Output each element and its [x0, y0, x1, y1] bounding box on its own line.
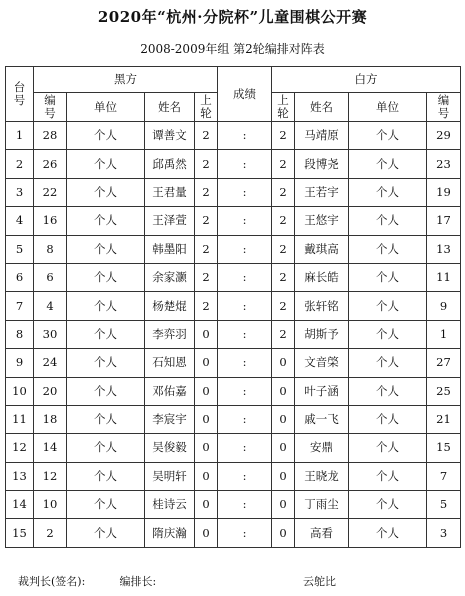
- black-unit: 个人: [67, 405, 145, 433]
- board-number: 5: [6, 235, 34, 263]
- board-number: 15: [6, 519, 34, 547]
- black-number: 8: [34, 235, 67, 263]
- result-cell: :: [218, 491, 272, 519]
- result-cell: :: [218, 349, 272, 377]
- black-name: 隋庆瀚: [145, 519, 195, 547]
- white-number: 29: [427, 122, 461, 150]
- white-number: 27: [427, 349, 461, 377]
- board-number: 2: [6, 150, 34, 178]
- black-name: 王君量: [145, 178, 195, 206]
- white-unit: 个人: [349, 235, 427, 263]
- black-number: 14: [34, 434, 67, 462]
- black-unit: 个人: [67, 462, 145, 490]
- white-name-header: 姓名: [295, 93, 349, 122]
- page-subtitle: 2008-2009年组 第2轮编排对阵表: [140, 42, 325, 56]
- white-number: 19: [427, 178, 461, 206]
- white-name: 丁雨尘: [295, 491, 349, 519]
- white-prev-score: 0: [272, 519, 295, 547]
- white-name: 张轩铭: [295, 292, 349, 320]
- black-unit: 个人: [67, 263, 145, 291]
- table-row: [6, 292, 461, 320]
- black-number: 26: [34, 150, 67, 178]
- white-prev-score: 2: [272, 320, 295, 348]
- black-unit: 个人: [67, 491, 145, 519]
- black-unit: 个人: [67, 434, 145, 462]
- board-number: 7: [6, 292, 34, 320]
- white-prev-score: 0: [272, 405, 295, 433]
- table-row: [6, 462, 461, 490]
- white-name: 高看: [295, 519, 349, 547]
- black-prev-score: 0: [195, 349, 218, 377]
- white-prev-score: 2: [272, 150, 295, 178]
- black-name: 邱禹然: [145, 150, 195, 178]
- white-unit: 个人: [349, 491, 427, 519]
- black-unit: 个人: [67, 519, 145, 547]
- white-prev-score: 2: [272, 122, 295, 150]
- black-name: 桂诗云: [145, 491, 195, 519]
- black-name: 邓佑嘉: [145, 377, 195, 405]
- black-prev-score: 2: [195, 263, 218, 291]
- white-unit: 个人: [349, 434, 427, 462]
- white-name: 安鼎: [295, 434, 349, 462]
- result-cell: :: [218, 405, 272, 433]
- board-header: 台 号: [6, 67, 34, 122]
- black-unit: 个人: [67, 122, 145, 150]
- black-number: 4: [34, 292, 67, 320]
- table-row: [6, 519, 461, 547]
- black-unit: 个人: [67, 235, 145, 263]
- black-number: 20: [34, 377, 67, 405]
- result-cell: :: [218, 377, 272, 405]
- white-prev-score: 0: [272, 377, 295, 405]
- white-number: 1: [427, 320, 461, 348]
- white-name: 麻长皓: [295, 263, 349, 291]
- black-unit: 个人: [67, 178, 145, 206]
- black-unit: 个人: [67, 207, 145, 235]
- black-name-header: 姓名: [145, 93, 195, 122]
- result-cell: :: [218, 292, 272, 320]
- black-number-header: 编 号: [34, 93, 67, 122]
- black-prev-score: 0: [195, 320, 218, 348]
- black-name: 杨楚焜: [145, 292, 195, 320]
- result-cell: :: [218, 235, 272, 263]
- white-number-header: 编 号: [427, 93, 461, 122]
- table-row: [6, 491, 461, 519]
- white-name: 文音棨: [295, 349, 349, 377]
- black-prev-score: 0: [195, 462, 218, 490]
- table-row: [6, 377, 461, 405]
- black-prev-score: 0: [195, 405, 218, 433]
- board-number: 10: [6, 377, 34, 405]
- black-number: 22: [34, 178, 67, 206]
- black-unit: 个人: [67, 320, 145, 348]
- result-cell: :: [218, 462, 272, 490]
- white-name: 马靖原: [295, 122, 349, 150]
- white-name: 胡斯予: [295, 320, 349, 348]
- white-prev-score: 2: [272, 207, 295, 235]
- black-name: 谭善文: [145, 122, 195, 150]
- white-name: 段博尧: [295, 150, 349, 178]
- table-row: [6, 320, 461, 348]
- result-cell: :: [218, 207, 272, 235]
- black-number: 16: [34, 207, 67, 235]
- white-prev-score: 0: [272, 491, 295, 519]
- arranger-label: 编排长:: [119, 575, 157, 588]
- white-unit: 个人: [349, 150, 427, 178]
- board-number: 12: [6, 434, 34, 462]
- black-prev-score: 2: [195, 122, 218, 150]
- white-number: 15: [427, 434, 461, 462]
- board-number: 6: [6, 263, 34, 291]
- white-number: 13: [427, 235, 461, 263]
- white-prev-score: 2: [272, 263, 295, 291]
- white-prev-score: 2: [272, 292, 295, 320]
- black-number: 30: [34, 320, 67, 348]
- white-name: 叶子涵: [295, 377, 349, 405]
- table-row: [6, 235, 461, 263]
- white-number: 23: [427, 150, 461, 178]
- black-number: 6: [34, 263, 67, 291]
- black-name: 韩墨阳: [145, 235, 195, 263]
- black-prev-score: 0: [195, 377, 218, 405]
- result-cell: :: [218, 122, 272, 150]
- white-number: 9: [427, 292, 461, 320]
- board-number: 4: [6, 207, 34, 235]
- table-row: [6, 207, 461, 235]
- table-row: [6, 349, 461, 377]
- white-name: 王悠宇: [295, 207, 349, 235]
- result-cell: :: [218, 320, 272, 348]
- white-unit: 个人: [349, 263, 427, 291]
- page-title: 2020年“杭州·分院杯”儿童围棋公开赛: [97, 8, 368, 26]
- black-number: 24: [34, 349, 67, 377]
- footer: [18, 573, 336, 589]
- table-row: [6, 434, 461, 462]
- black-name: 吴俊毅: [145, 434, 195, 462]
- result-header: 成绩: [218, 67, 272, 122]
- black-unit: 个人: [67, 349, 145, 377]
- black-number: 28: [34, 122, 67, 150]
- table-row: [6, 178, 461, 206]
- white-prev-score: 0: [272, 434, 295, 462]
- white-number: 5: [427, 491, 461, 519]
- signature: 云鸵比: [303, 575, 336, 588]
- white-prev-score: 2: [272, 235, 295, 263]
- board-number: 1: [6, 122, 34, 150]
- white-number: 21: [427, 405, 461, 433]
- white-number: 3: [427, 519, 461, 547]
- white-number: 11: [427, 263, 461, 291]
- board-number: 14: [6, 491, 34, 519]
- black-number: 2: [34, 519, 67, 547]
- black-name: 余家灏: [145, 263, 195, 291]
- black-prev-score: 2: [195, 235, 218, 263]
- black-unit: 个人: [67, 150, 145, 178]
- black-number: 12: [34, 462, 67, 490]
- white-unit: 个人: [349, 122, 427, 150]
- white-prev-score: 0: [272, 349, 295, 377]
- result-cell: :: [218, 263, 272, 291]
- white-name: 王若宇: [295, 178, 349, 206]
- white-unit: 个人: [349, 377, 427, 405]
- black-prev-score: 2: [195, 178, 218, 206]
- board-number: 13: [6, 462, 34, 490]
- black-prev-score: 2: [195, 292, 218, 320]
- white-unit: 个人: [349, 178, 427, 206]
- result-cell: :: [218, 150, 272, 178]
- white-number: 17: [427, 207, 461, 235]
- black-name: 石知恩: [145, 349, 195, 377]
- white-name: 戴琪高: [295, 235, 349, 263]
- black-prev-score: 2: [195, 150, 218, 178]
- white-unit: 个人: [349, 405, 427, 433]
- white-number: 25: [427, 377, 461, 405]
- black-prev-score: 0: [195, 519, 218, 547]
- result-cell: :: [218, 519, 272, 547]
- white-prev-header: 上 轮: [272, 93, 295, 122]
- white-number: 7: [427, 462, 461, 490]
- black-name: 王泽萱: [145, 207, 195, 235]
- header-row-main: [6, 67, 461, 93]
- table-row: [6, 405, 461, 433]
- board-number: 3: [6, 178, 34, 206]
- white-unit: 个人: [349, 349, 427, 377]
- result-cell: :: [218, 178, 272, 206]
- black-name: 吴明轩: [145, 462, 195, 490]
- result-cell: :: [218, 434, 272, 462]
- black-number: 10: [34, 491, 67, 519]
- white-unit-header: 单位: [349, 93, 427, 122]
- white-prev-score: 0: [272, 462, 295, 490]
- black-side-header: 黑方: [34, 67, 218, 93]
- white-name: 戚一飞: [295, 405, 349, 433]
- board-number: 9: [6, 349, 34, 377]
- black-prev-header: 上 轮: [195, 93, 218, 122]
- board-number: 8: [6, 320, 34, 348]
- black-unit: 个人: [67, 292, 145, 320]
- table-row: [6, 150, 461, 178]
- black-number: 18: [34, 405, 67, 433]
- black-prev-score: 0: [195, 491, 218, 519]
- pairings-body: [6, 122, 461, 548]
- black-name: 李弈羽: [145, 320, 195, 348]
- black-unit-header: 单位: [67, 93, 145, 122]
- black-unit: 个人: [67, 377, 145, 405]
- board-number: 11: [6, 405, 34, 433]
- white-unit: 个人: [349, 462, 427, 490]
- black-prev-score: 0: [195, 434, 218, 462]
- pairings-table: [5, 66, 461, 548]
- black-name: 李宸宇: [145, 405, 195, 433]
- white-unit: 个人: [349, 292, 427, 320]
- white-unit: 个人: [349, 320, 427, 348]
- table-row: [6, 263, 461, 291]
- black-prev-score: 2: [195, 207, 218, 235]
- white-prev-score: 2: [272, 178, 295, 206]
- white-name: 王晓龙: [295, 462, 349, 490]
- white-unit: 个人: [349, 519, 427, 547]
- white-unit: 个人: [349, 207, 427, 235]
- referee-label: 裁判长(签名):: [18, 575, 86, 588]
- white-side-header: 白方: [272, 67, 461, 93]
- table-row: [6, 122, 461, 150]
